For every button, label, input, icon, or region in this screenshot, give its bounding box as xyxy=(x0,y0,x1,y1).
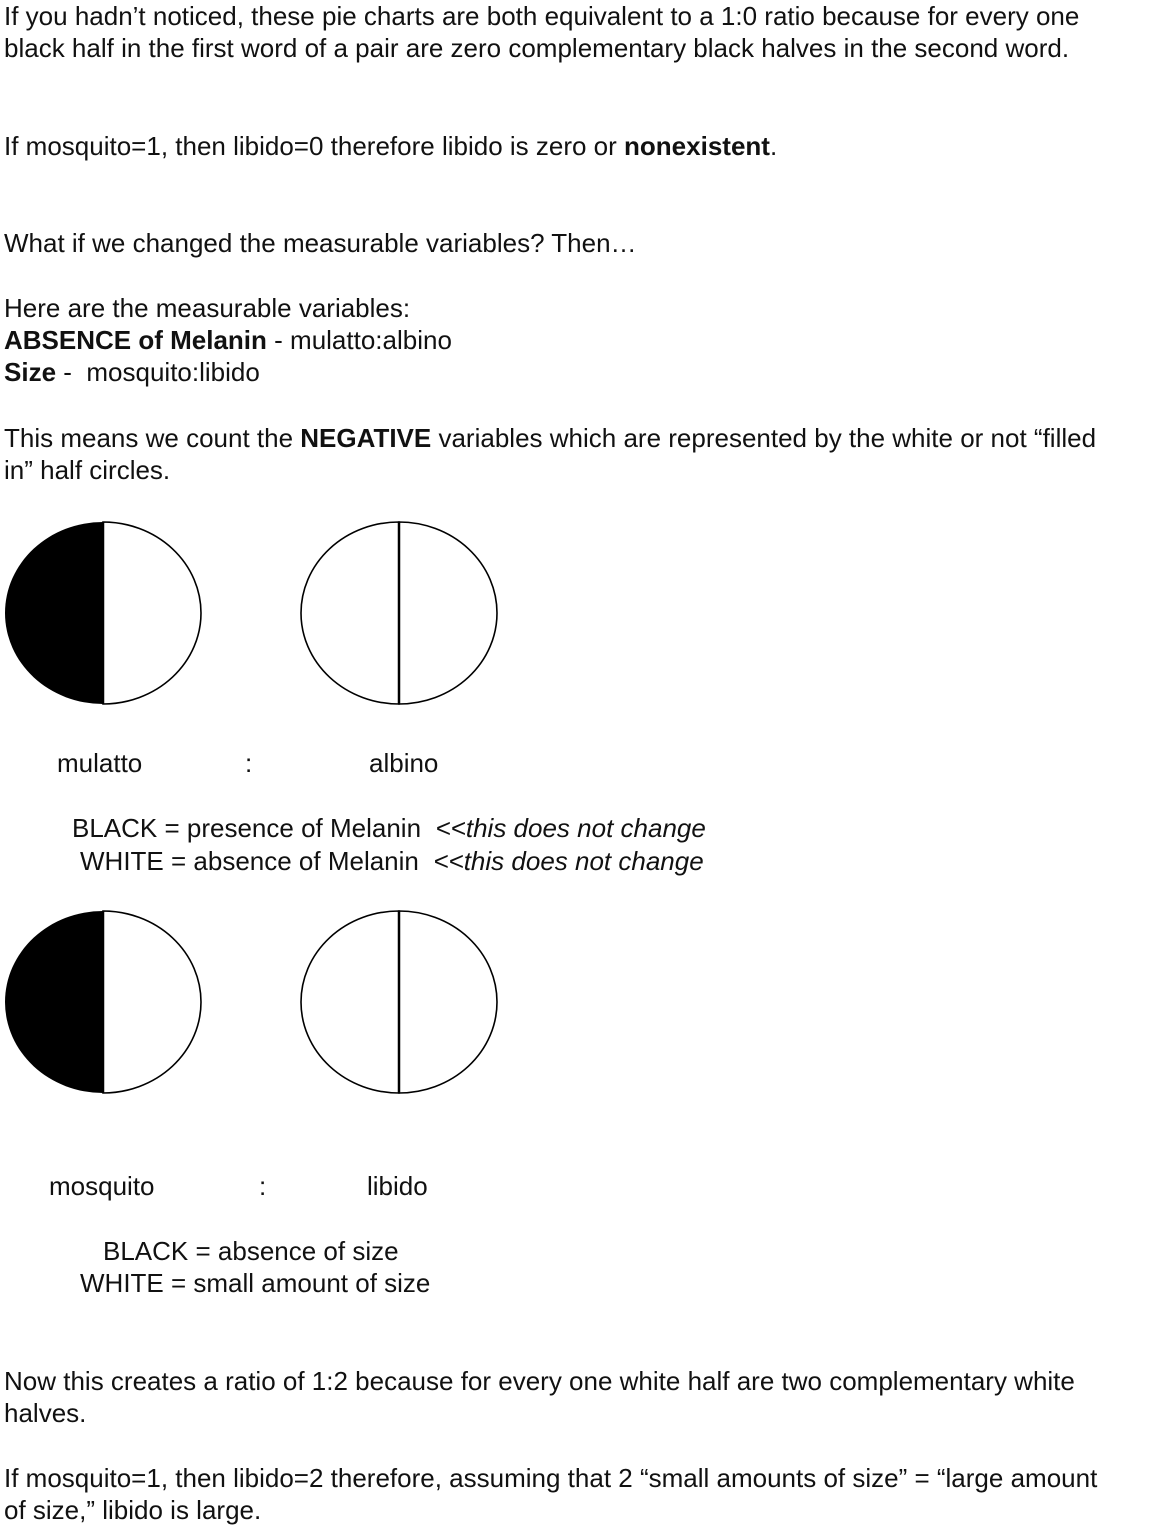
mosquito-label: mosquito xyxy=(49,1171,155,1201)
libido-label: libido xyxy=(367,1171,428,1201)
mulatto-white-half xyxy=(103,522,201,704)
first-conclusion xyxy=(4,130,777,162)
nonexistent-emphasis: nonexistent xyxy=(624,131,770,161)
size-legend-white: WHITE = small amount of size xyxy=(80,1268,431,1298)
question-text: What if we changed the measurable variables? Then… xyxy=(4,228,637,258)
intro-line-1: If you hadn’t noticed, these pie charts are both equivalent to a 1:0 ratio because for every one xyxy=(4,1,1080,31)
melanin-legend-black-note: <<this does not change xyxy=(435,813,706,843)
mosquito-half-black-circle xyxy=(0,905,210,1101)
negative-suffix: variables which are represented by the white or not “filled xyxy=(431,423,1097,453)
albino-right-half xyxy=(399,522,497,704)
libido-white-circle xyxy=(296,905,506,1101)
variable-melanin xyxy=(4,324,452,356)
albino-left-half xyxy=(301,522,399,704)
melanin-legend-black-text: BLACK = presence of Melanin xyxy=(72,813,422,843)
final-conclusion-line-2: of size,” libido is large. xyxy=(4,1495,262,1525)
variable-melanin-separator: - xyxy=(266,325,291,355)
mosquito-black-half xyxy=(5,911,103,1093)
negative-prefix: This means we count the xyxy=(4,423,301,453)
first-conclusion-period: . xyxy=(769,131,778,161)
negative-explanation-line-1 xyxy=(4,422,1096,454)
ratio-statement-line-1: Now this creates a ratio of 1:2 because for every one white half are two complementary white xyxy=(4,1366,1075,1396)
variable-size-name: Size xyxy=(4,357,57,387)
final-conclusion-line-1: If mosquito=1, then libido=2 therefore, assuming that 2 “small amounts of size” = “large amount xyxy=(4,1463,1098,1493)
mulatto-black-half xyxy=(5,522,103,704)
negative-explanation-line-2: in” half circles. xyxy=(4,455,171,485)
intro-line-2: black half in the first word of a pair are zero complementary black halves in the second word. xyxy=(4,33,1070,63)
libido-right-half xyxy=(399,911,497,1093)
size-ratio-colon: : xyxy=(259,1171,267,1201)
variables-heading: Here are the measurable variables: xyxy=(4,293,411,323)
mosquito-white-half xyxy=(103,911,201,1093)
melanin-legend-white xyxy=(80,845,704,877)
variable-size xyxy=(4,356,260,388)
albino-white-circle xyxy=(296,516,506,712)
first-conclusion-text: If mosquito=1, then libido=0 therefore libido is zero or xyxy=(4,131,625,161)
albino-label: albino xyxy=(369,748,439,778)
variable-size-value: mosquito:libido xyxy=(86,357,260,387)
melanin-ratio-colon: : xyxy=(245,748,253,778)
size-legend-black: BLACK = absence of size xyxy=(103,1236,399,1266)
variable-melanin-value: mulatto:albino xyxy=(290,325,452,355)
mulatto-label: mulatto xyxy=(57,748,143,778)
ratio-statement-line-2: halves. xyxy=(4,1398,87,1428)
mulatto-half-black-circle xyxy=(0,516,210,712)
melanin-legend-white-note: <<this does not change xyxy=(433,846,704,876)
variable-melanin-name: ABSENCE of Melanin xyxy=(4,325,267,355)
variable-size-separator: - xyxy=(56,357,87,387)
melanin-legend-white-text: WHITE = absence of Melanin xyxy=(80,846,419,876)
melanin-legend-black xyxy=(72,812,706,844)
negative-emphasis: NEGATIVE xyxy=(300,423,432,453)
libido-left-half xyxy=(301,911,399,1093)
